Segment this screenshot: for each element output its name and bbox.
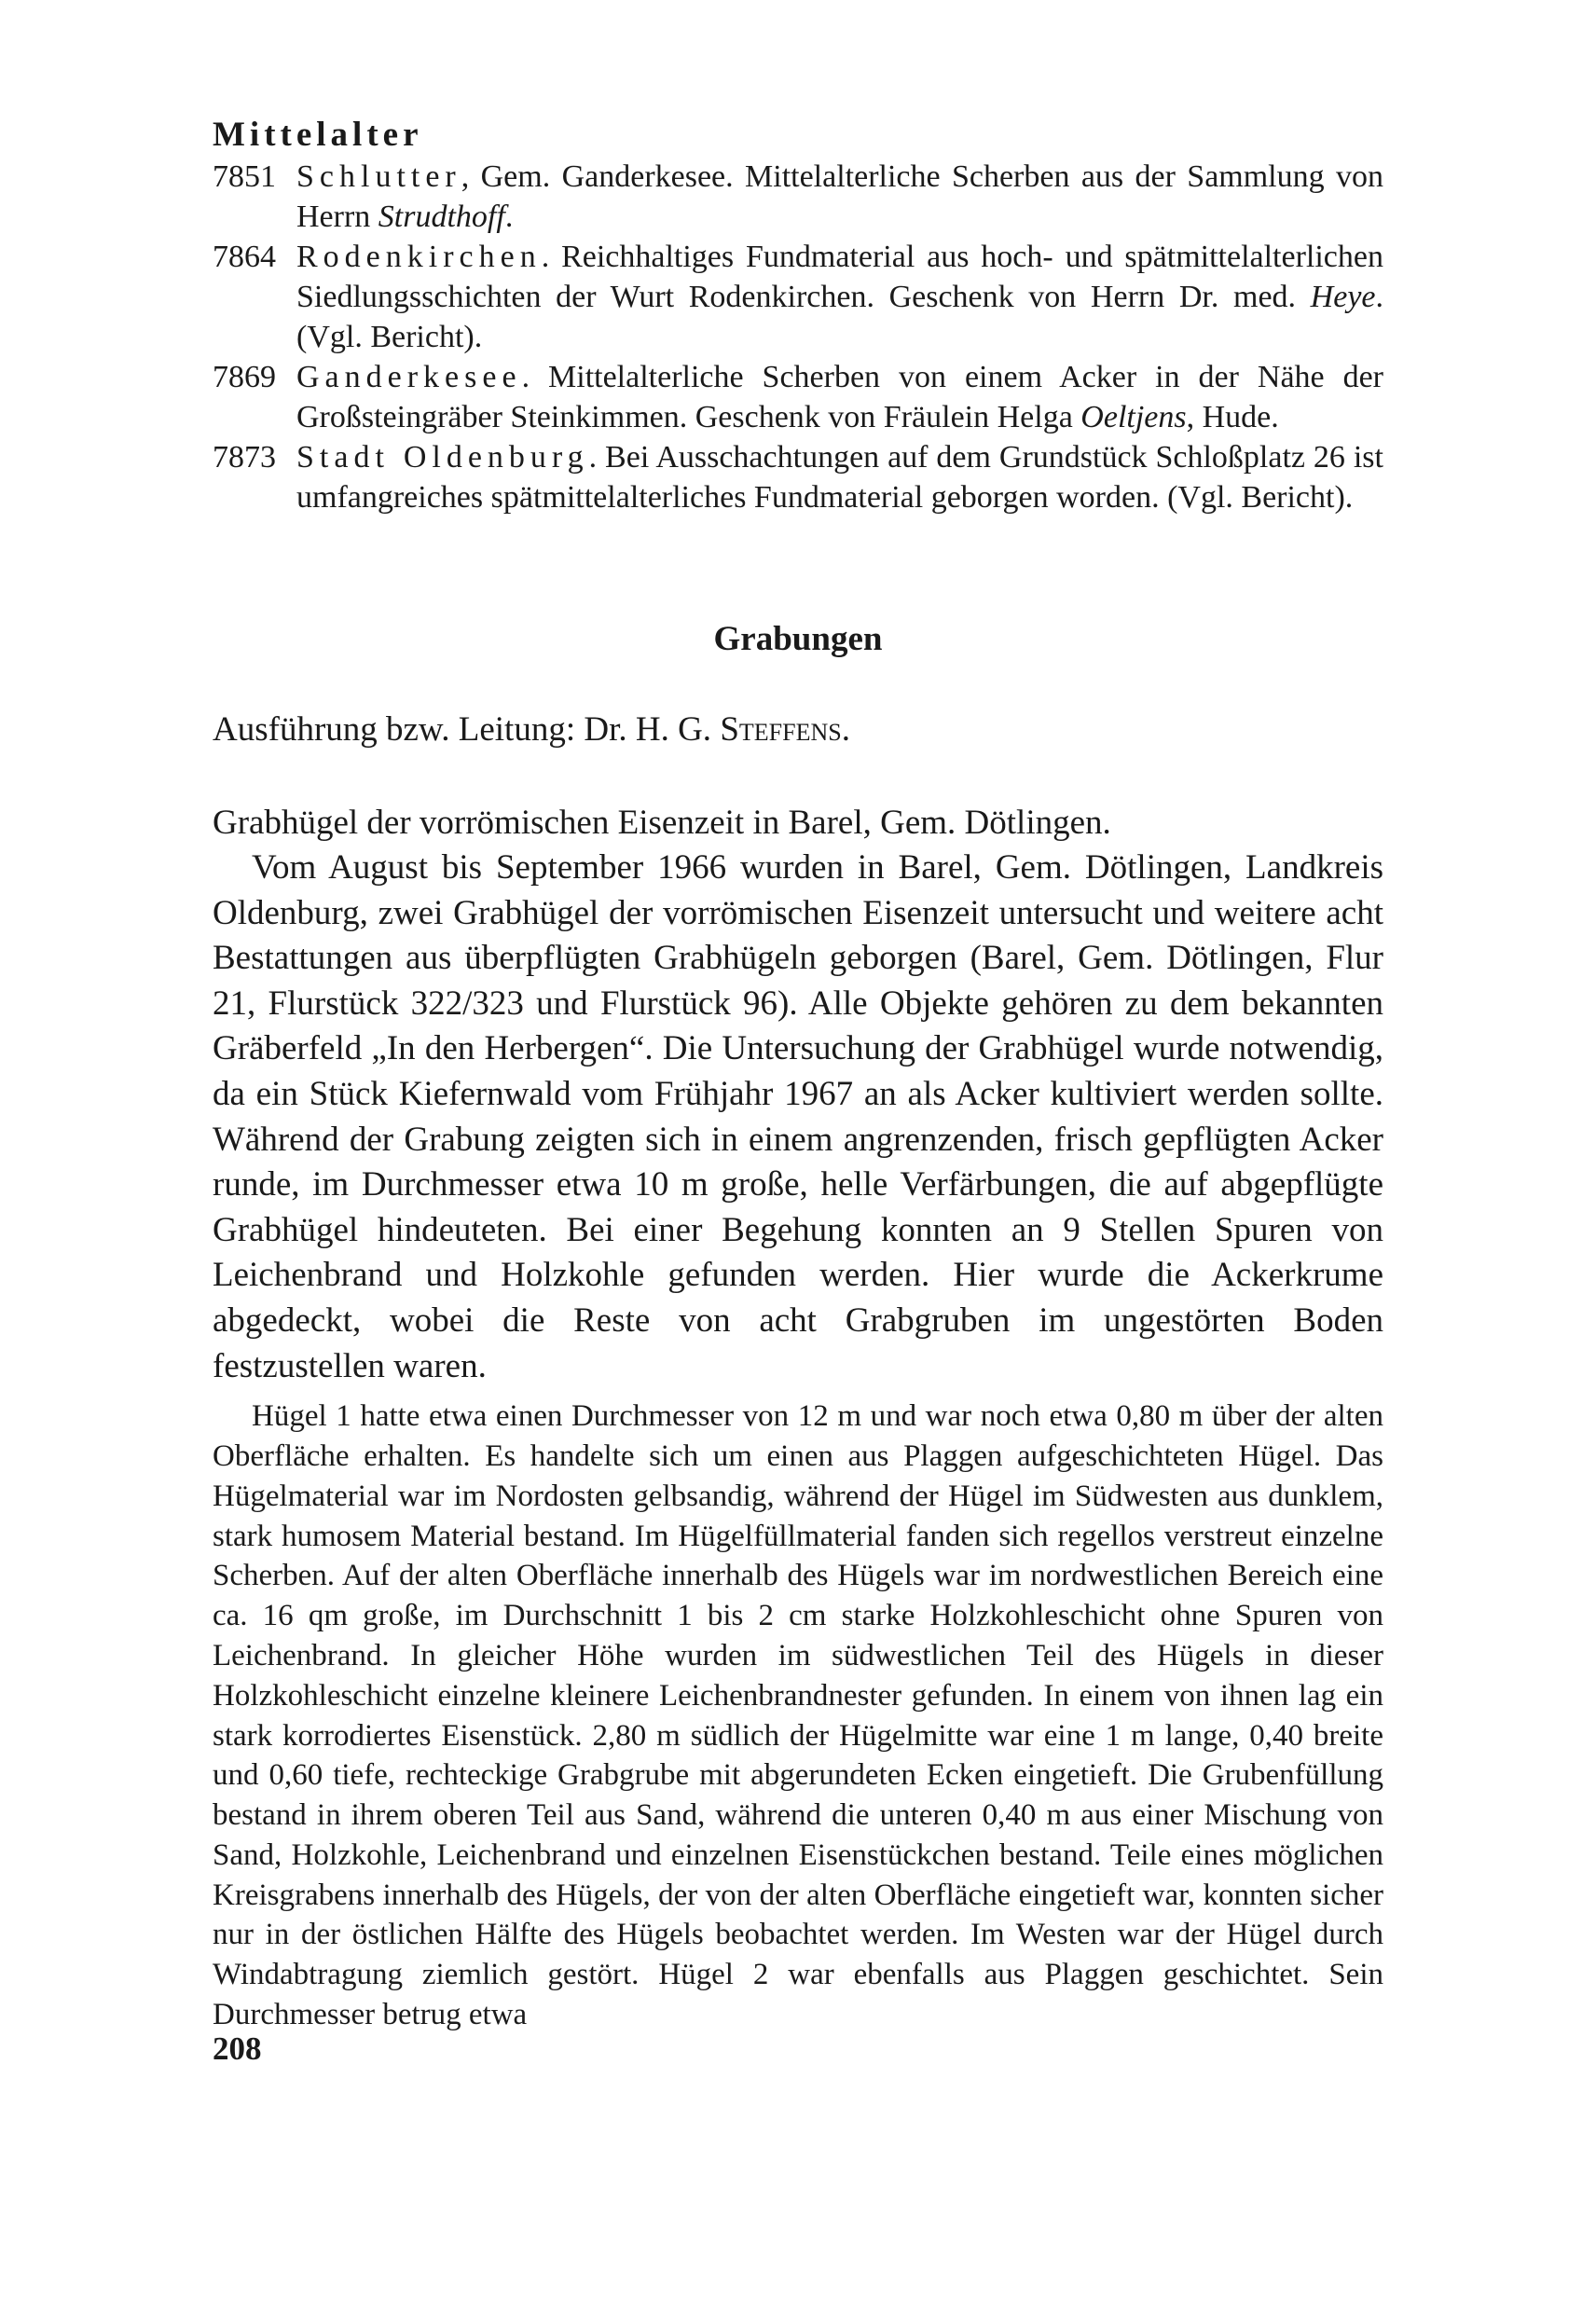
excavation-leader-line bbox=[213, 708, 1383, 752]
entry-number: 7873 bbox=[213, 440, 276, 475]
section-heading-mittelalter: Mittelalter bbox=[213, 116, 423, 154]
entry-text bbox=[296, 357, 1383, 437]
entry-end: , Hude. bbox=[1186, 400, 1279, 434]
page-number: 208 bbox=[213, 2030, 262, 2067]
entry-description: . Mittelalterliche Scherben von einem Acker in der Nähe der Großsteingräber Steinkimmen. Geschenk von Fräulein Helga bbox=[296, 360, 1383, 434]
entry-person: Oeltjens bbox=[1080, 400, 1187, 434]
entry-number: 7851 bbox=[213, 159, 276, 194]
entry-7873 bbox=[213, 437, 1383, 517]
entry-number: 7869 bbox=[213, 360, 276, 394]
entry-person: Heye bbox=[1310, 280, 1376, 314]
entry-number: 7864 bbox=[213, 240, 276, 274]
entry-7851 bbox=[213, 157, 1383, 237]
entry-end: . bbox=[504, 200, 514, 234]
entry-list bbox=[213, 157, 1383, 517]
article-subtitle: Grabhügel der vorrömischen Eisenzeit in Barel, Gem. Dötlingen. bbox=[213, 804, 1111, 842]
entry-text bbox=[296, 237, 1383, 357]
entry-text bbox=[296, 157, 1383, 237]
leader-name: Steffens bbox=[720, 710, 842, 749]
body-paragraph-1: Vom August bis September 1966 wurden in Barel, Gem. Dötlingen, Landkreis Oldenburg, zwei Grabhügel der vorrömischen Eisenzeit untersucht und weitere acht Bestattungen aus überpflügten Grabhügeln geborgen (Barel, Gem. Dötlingen, Flur 21, Flurstück 322/323 und Flurstück 96). Alle Objekte gehören zu dem bekannten Gräberfeld „In den Herbergen“. Die Untersuchung der Grabhügel wurde notwendig, da ein Stück Kiefernwald vom Frühjahr 1967 an als Acker kultiviert werden sollte. Während der Grabung zeigten sich in einem angrenzenden, frisch gepflügten Acker runde, im Durchmesser etwa 10 m große, helle Verfärbungen, die auf abgepflügte Grabhügel hindeuteten. Bei einer Begehung konnten an 9 Stellen Spuren von Leichenbrand und Holzkohle gefunden werden. Hier wurde die Ackerkrume abgedeckt, wobei die Reste von acht Grabgruben im ungestörten Boden festzustellen waren. bbox=[213, 848, 1383, 1385]
entry-place: Rodenkirchen bbox=[296, 240, 542, 274]
entry-person: Strudthoff bbox=[378, 200, 505, 234]
leader-suffix: . bbox=[841, 710, 850, 749]
entry-place: Stadt Oldenburg bbox=[296, 440, 589, 475]
body-paragraph-2: Hügel 1 hatte etwa einen Durchmesser von 12 m und war noch etwa 0,80 m über der alten Oberfläche erhalten. Es handelte sich um einen aus Plaggen aufgeschichteten Hügel. Das Hügelmaterial war im Nordosten gelbsandig, während der Hügel im Südwesten aus dunklem, stark humosem Material bestand. Im Hügelfüllmaterial fanden sich regellos verstreut einzelne Scherben. Auf der alten Oberfläche innerhalb des Hügels war im nordwestlichen Bereich eine ca. 16 qm große, im Durchschnitt 1 bis 2 cm starke Holzkohleschicht ohne Spuren von Leichenbrand. In gleicher Höhe wurden im südwestlichen Teil des Hügels in dieser Holzkohleschicht einzelne kleinere Leichenbrandnester gefunden. In einem von ihnen lag ein stark korrodiertes Eisenstück. 2,80 m südlich der Hügelmitte war eine 1 m lange, 0,40 breite und 0,60 tiefe, rechteckige Grabgrube mit abgerundeten Ecken eingetieft. Die Grubenfüllung bestand in ihrem oberen Teil aus Sand, während die unteren 0,40 m aus einer Mischung von Sand, Holzkohle, Leichenbrand und einzelnen Eisenstückchen bestand. Teile eines möglichen Kreisgrabens innerhalb des Hügels, der von der alten Oberfläche eingetieft war, konnten sicher nur in der östlichen Hälfte des Hügels beobachtet werden. Im Westen war der Hügel durch Windabtragung ziemlich gestört. Hügel 2 war ebenfalls aus Plaggen geschichtet. Sein Durchmesser betrug etwa bbox=[213, 1399, 1383, 2032]
entry-place: Ganderkesee bbox=[296, 360, 522, 394]
entry-7869 bbox=[213, 357, 1383, 437]
section-heading-grabungen: Grabungen bbox=[713, 620, 883, 658]
entry-description: . Reichhaltiges Fundmaterial aus hoch- und spätmittelalterlichen Siedlungsschichten der Wurt Rodenkirchen. Geschenk von Herrn Dr. med. bbox=[296, 240, 1383, 314]
page-body bbox=[213, 114, 1383, 2035]
entry-7864 bbox=[213, 237, 1383, 357]
entry-end: . (Vgl. Bericht). bbox=[296, 280, 1383, 354]
entry-text bbox=[296, 437, 1383, 517]
entry-description: , Gem. Ganderkesee. Mittelalterliche Scherben aus der Sammlung von Herrn bbox=[296, 159, 1383, 234]
leader-prefix: Ausführung bzw. Leitung: Dr. H. G. bbox=[213, 710, 721, 749]
entry-place: Schlutter bbox=[296, 159, 461, 194]
entry-description: . Bei Ausschachtungen auf dem Grundstück Schloßplatz 26 ist umfangreiches spätmittelalterliches Fundmaterial geborgen worden. (Vgl. Bericht). bbox=[296, 440, 1383, 515]
